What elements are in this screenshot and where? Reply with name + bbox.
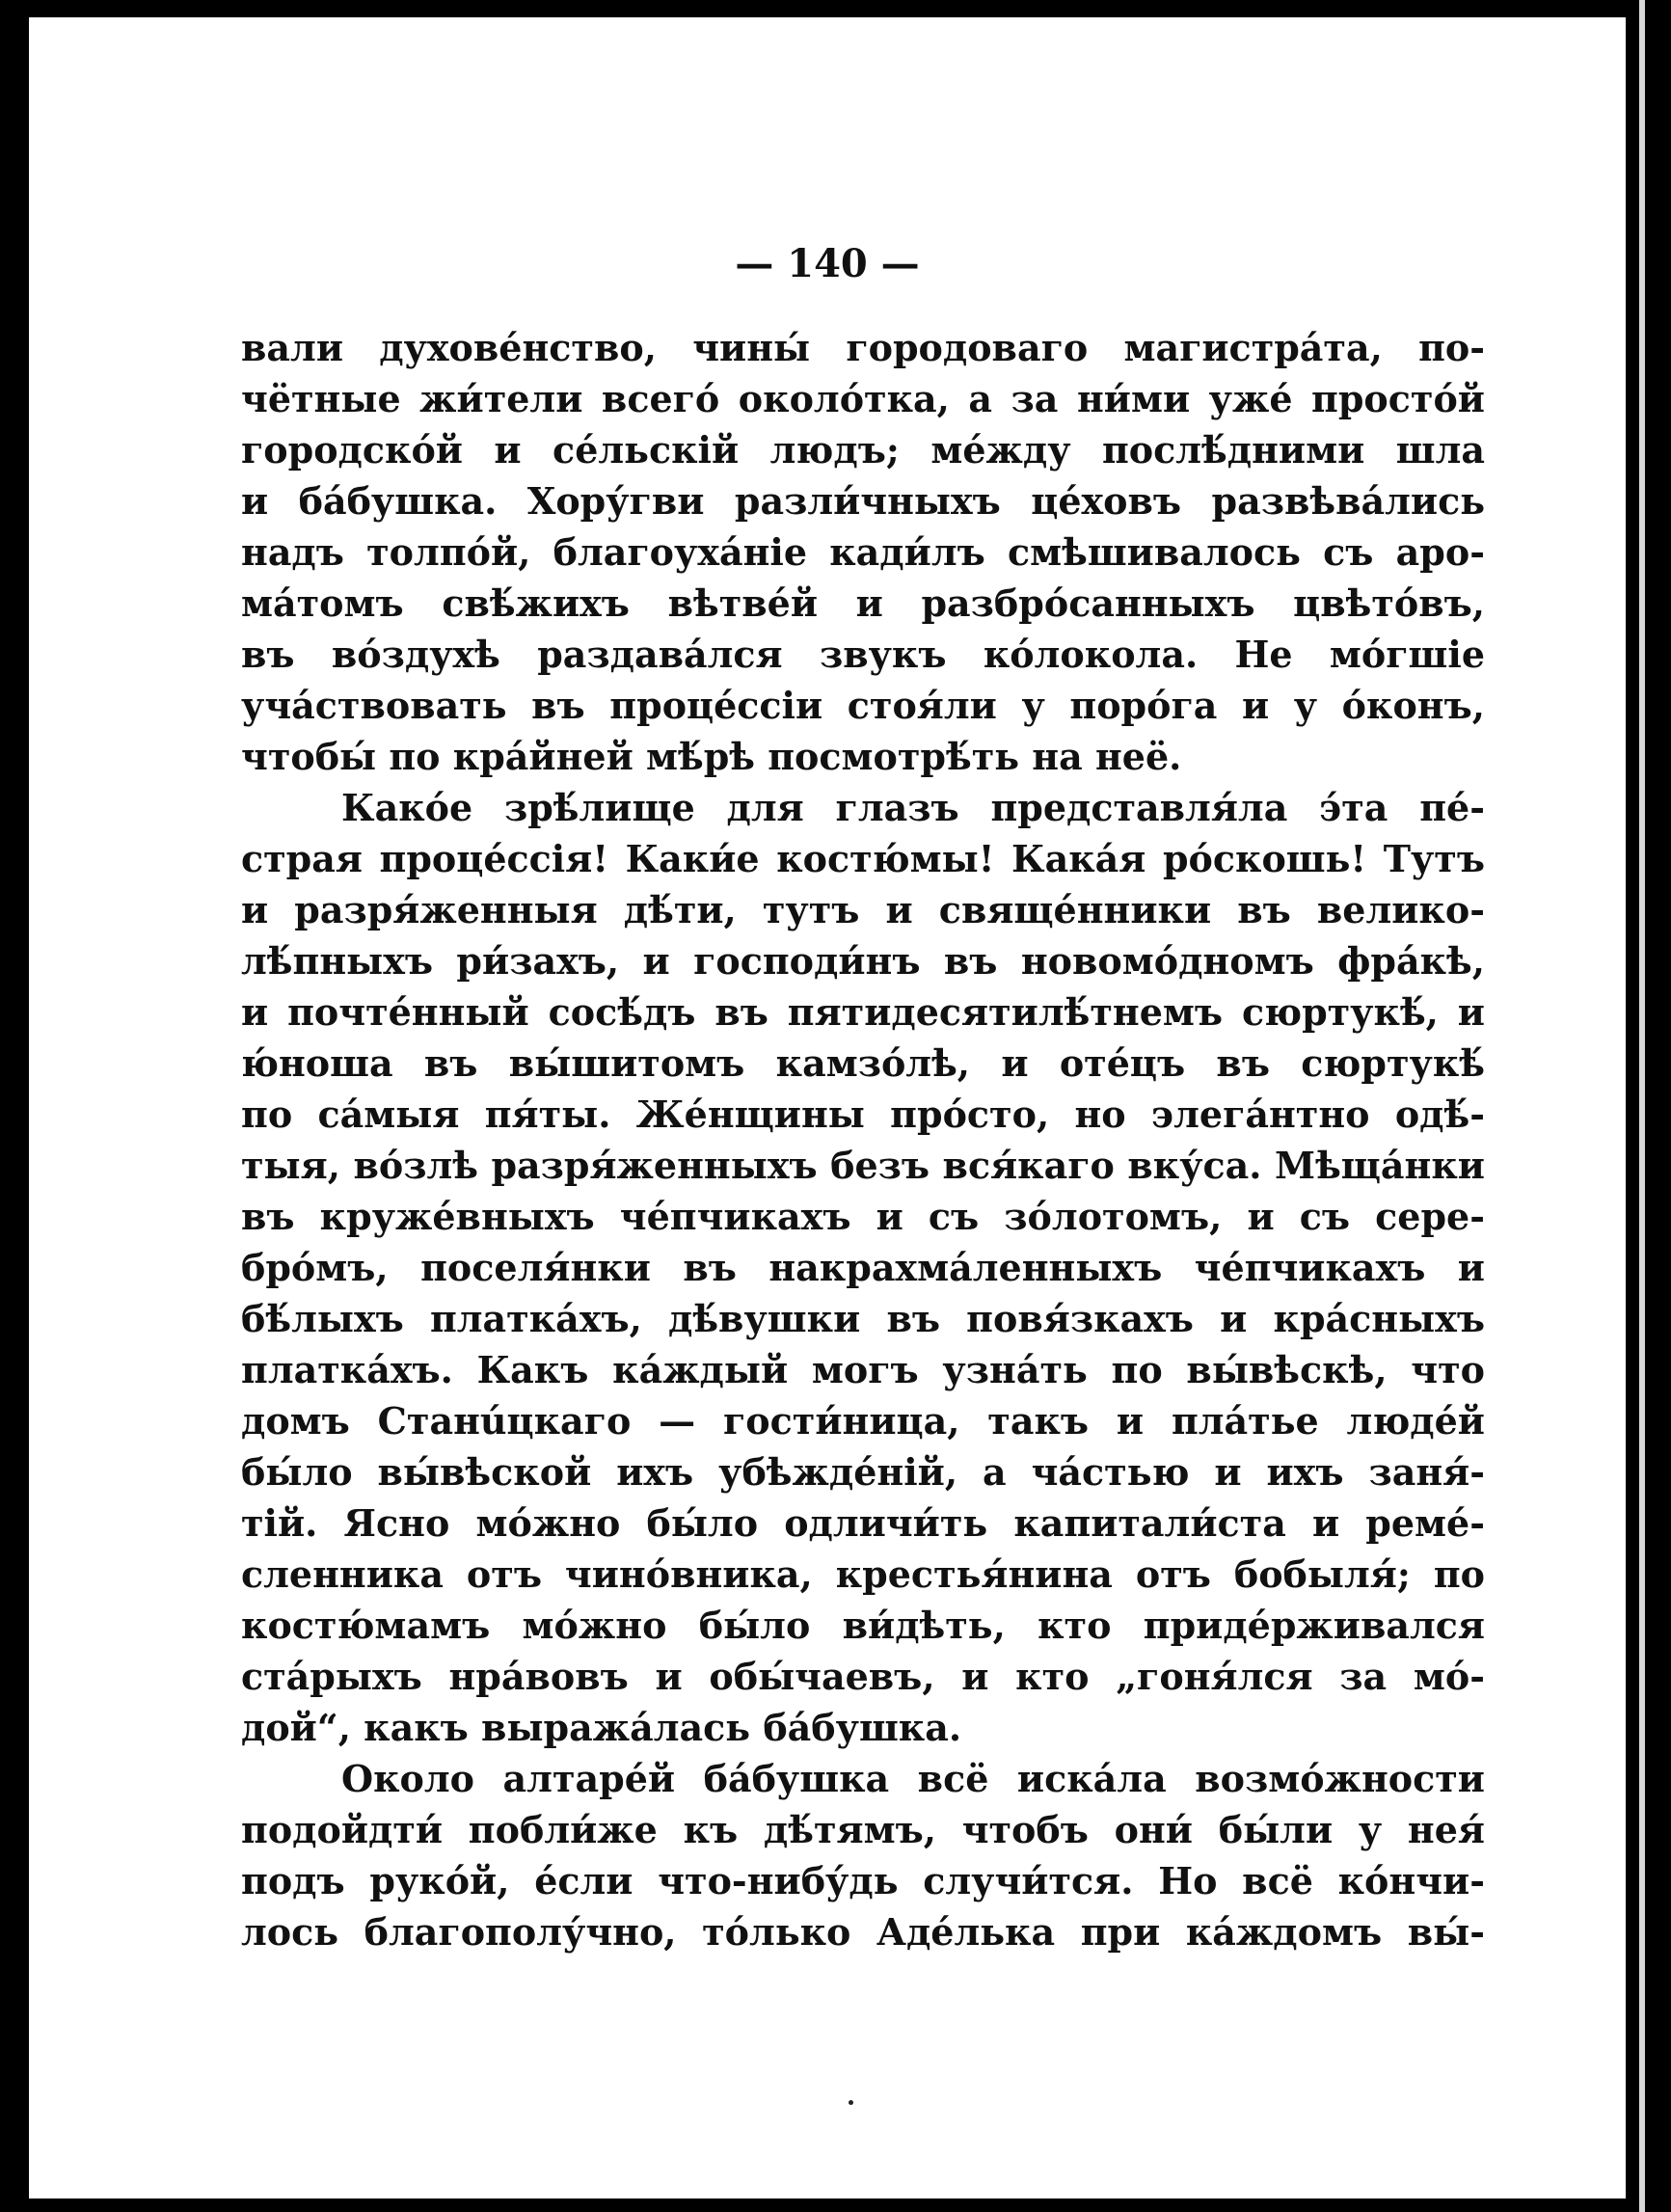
text-line: Какóе зрѣ́лище для глазъ представля́ла э́та пé- bbox=[341, 786, 1485, 829]
ink-speck bbox=[849, 2100, 853, 2105]
text-line: мáтомъ свѣ́жихъ вѣтвéй и разбрóсанныхъ цвѣтóвъ, bbox=[241, 581, 1485, 625]
text-line: въ вóздухѣ раздавáлся звукъ кóлокола. Не мóгшіе bbox=[241, 633, 1485, 676]
text-line: платкáхъ. Какъ кáждый могъ узнáть по вы́вѣскѣ, что bbox=[241, 1348, 1485, 1391]
text-line: страя процéссія! Каки́е костю́мы! Кака́я рóскошь! Тутъ bbox=[241, 837, 1485, 880]
text-line: городскóй и сéльскій людъ; мéжду послѣ́дними шла bbox=[241, 428, 1485, 472]
text-line: и разря́женныя дѣ́ти, тутъ и свящéнники въ велико- bbox=[241, 888, 1485, 931]
text-line: лось благополу́чно, тóлько Адéлька при кáждомъ вы́- bbox=[241, 1910, 1485, 1954]
text-line: бѣ́лыхъ платкáхъ, дѣ́вушки въ повя́зкахъ и крáсныхъ bbox=[241, 1297, 1485, 1340]
text-line: и бáбушка. Хору́гви разли́чныхъ цéховъ развѣвáлись bbox=[241, 479, 1485, 523]
text-line: брóмъ, поселя́нки въ накрахмáленныхъ чéпчикахъ и bbox=[241, 1246, 1485, 1289]
text-line: учáствовать въ процéссіи стоя́ли у порóга и у óконъ, bbox=[241, 684, 1485, 727]
text-line: сленника отъ чинóвника, крестья́нина отъ бобыля́; по bbox=[241, 1552, 1485, 1596]
text-line: стáрыхъ нрáвовъ и обы́чаевъ, и кто „гоня́лся за мó- bbox=[241, 1655, 1485, 1698]
text-line: тій. Ясно мóжно бы́ло одличи́ть капитали́ста и ремé- bbox=[241, 1501, 1485, 1545]
text-line: по сáмыя пя́ты. Жéнщины прóсто, но элегáнтно одѣ́- bbox=[241, 1093, 1485, 1136]
page-number: — 140 — bbox=[735, 241, 920, 286]
text-line: тыя, вóзлѣ разря́женныхъ безъ вся́каго вку́са. Мѣщáнки bbox=[241, 1144, 1485, 1187]
text-line: и почтéнный сосѣ́дъ въ пятидесятилѣ́тнемъ сюртукѣ́, и bbox=[241, 990, 1485, 1034]
text-line: лѣ́пныхъ ри́захъ, и господи́нъ въ новомóдномъ фрáкѣ, bbox=[241, 939, 1485, 983]
book-page bbox=[29, 17, 1626, 2199]
scan-border-top bbox=[0, 0, 1671, 17]
text-line: подойдти́ побли́же къ дѣ́тямъ, чтобъ они́ бы́ли у нея́ bbox=[241, 1808, 1485, 1851]
text-line: подъ рукóй, éсли что-нибу́дь случи́тся. Но всё кóнчи- bbox=[241, 1859, 1485, 1902]
text-line: въ кружéвныхъ чéпчикахъ и съ зóлотомъ, и съ сере- bbox=[241, 1195, 1485, 1238]
text-line: костю́мамъ мóжно бы́ло ви́дѣть, кто придéрживался bbox=[241, 1604, 1485, 1647]
text-line: ю́ноша въ вы́шитомъ камзóлѣ, и отéцъ въ сюртукѣ́ bbox=[241, 1041, 1485, 1085]
scan-border-right bbox=[1626, 0, 1671, 2212]
text-line: вали духовéнство, чины́ городоваго магистрáта, по- bbox=[241, 326, 1485, 369]
scan-border-right-gap bbox=[1639, 0, 1645, 2212]
text-line: чтобы́ по крáйней мѣ́рѣ посмотрѣ́ть на неё. bbox=[241, 735, 1182, 778]
scan-border-left bbox=[0, 0, 29, 2212]
body-text bbox=[241, 322, 1485, 1957]
scan-border-bottom bbox=[0, 2199, 1671, 2212]
text-line: домъ Станúцкаго — гости́ница, такъ и плáтье людéй bbox=[241, 1399, 1485, 1443]
text-line: чётные жи́тели всегó околóтка, а за ни́ми ужé простóй bbox=[241, 377, 1485, 420]
text-line: дой“, какъ выражáлась бáбушка. bbox=[241, 1706, 962, 1749]
text-line: надъ толпóй, благоухáніе кади́лъ смѣшивалось съ аро- bbox=[241, 530, 1485, 574]
text-line: бы́ло вы́вѣской ихъ убѣждéній, а чáстью и ихъ заня́- bbox=[241, 1450, 1485, 1494]
text-line: Около алтарéй бáбушка всё искáла возмóжности bbox=[341, 1757, 1485, 1800]
